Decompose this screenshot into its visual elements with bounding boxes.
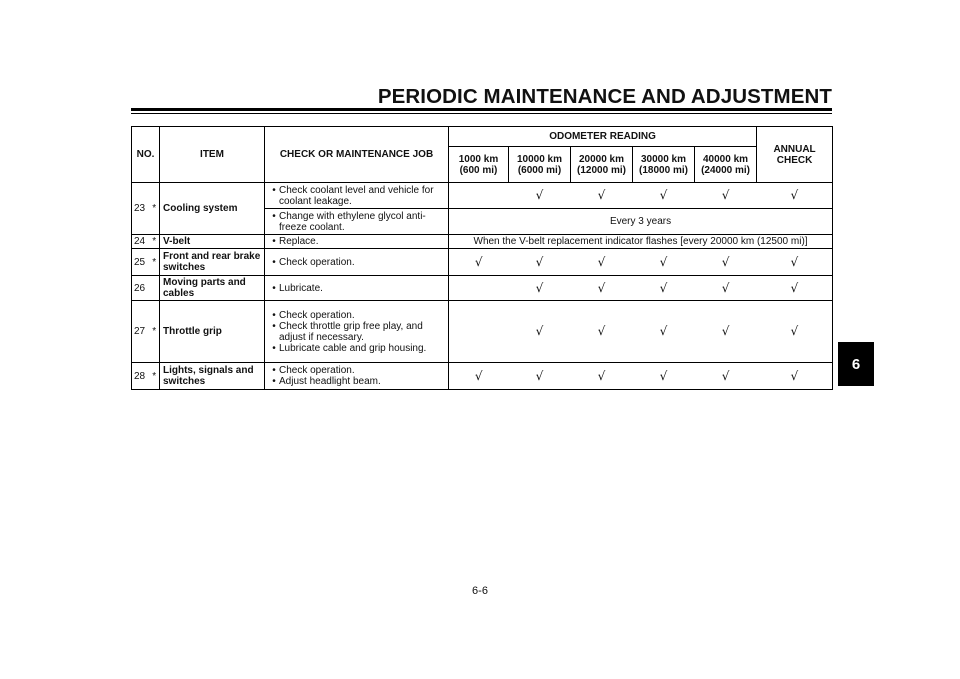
check-mark: √ [695,276,757,301]
row-number: 27 [132,301,150,363]
check-mark: √ [449,363,509,390]
check-mark: √ [695,183,757,209]
row-number: 28 [132,363,150,390]
check-mark: √ [571,249,633,276]
dealer-star: * [150,363,160,390]
check-mark: √ [571,183,633,209]
row-job: • Check operation. • Check throttle grip free play, and adjust if necessary. • Lubricate cable and grip housing. [265,301,449,363]
check-mark: √ [695,363,757,390]
row-number: 24 [132,235,150,249]
empty-cell [449,276,509,301]
check-mark: √ [509,183,571,209]
check-mark: √ [571,276,633,301]
row-item: Cooling system [160,183,265,235]
check-mark: √ [509,363,571,390]
row-item: Moving parts and cables [160,276,265,301]
page-title: PERIODIC MAINTENANCE AND ADJUSTMENT [377,85,832,108]
interval-note: When the V-belt replacement indicator flashes [every 20000 km (12500 mi)] [449,235,833,249]
check-mark: √ [633,276,695,301]
header-job: CHECK OR MAINTENANCE JOB [265,127,449,183]
check-mark: √ [757,183,833,209]
header-interval: 40000 km (24000 mi) [695,147,757,183]
table-row [132,235,833,249]
header-item: ITEM [160,127,265,183]
dealer-star [150,276,160,301]
check-mark: √ [571,363,633,390]
row-job: • Check coolant level and vehicle for coolant leakage. [265,183,449,209]
table-row [132,363,833,390]
row-job: • Check operation. [265,249,449,276]
header-annual-check: ANNUAL CHECK [757,127,833,183]
dealer-star: * [150,235,160,249]
maintenance-table [131,126,833,390]
check-mark: √ [633,183,695,209]
check-mark: √ [633,363,695,390]
check-mark: √ [449,249,509,276]
dealer-star: * [150,249,160,276]
check-mark: √ [509,249,571,276]
dealer-star: * [150,301,160,363]
check-mark: √ [695,249,757,276]
dealer-star: * [150,183,160,235]
check-mark: √ [509,301,571,363]
check-mark: √ [757,363,833,390]
row-item: Lights, signals and switches [160,363,265,390]
title-rule [131,108,832,111]
check-mark: √ [633,249,695,276]
interval-note: Every 3 years [449,209,833,235]
header-no: NO. [132,127,160,183]
empty-cell [449,183,509,209]
header-interval: 1000 km (600 mi) [449,147,509,183]
empty-cell [449,301,509,363]
row-number: 26 [132,276,150,301]
table-row [132,249,833,276]
row-number: 23 [132,183,150,235]
header-odometer: ODOMETER READING [449,127,757,147]
row-item: Throttle grip [160,301,265,363]
check-mark: √ [757,249,833,276]
check-mark: √ [509,276,571,301]
row-number: 25 [132,249,150,276]
header-interval: 20000 km (12000 mi) [571,147,633,183]
header-interval: 30000 km (18000 mi) [633,147,695,183]
header-interval: 10000 km (6000 mi) [509,147,571,183]
table-row [132,301,833,363]
row-job: • Replace. [265,235,449,249]
title-rule-thin [131,113,832,114]
check-mark: √ [633,301,695,363]
check-mark: √ [757,276,833,301]
row-job: • Check operation. • Adjust headlight beam. [265,363,449,390]
chapter-tab[interactable]: 6 [838,342,874,386]
table-row [132,183,833,209]
row-item: V-belt [160,235,265,249]
check-mark: √ [695,301,757,363]
check-mark: √ [571,301,633,363]
check-mark: √ [757,301,833,363]
row-job: • Lubricate. [265,276,449,301]
table-row [132,276,833,301]
row-item: Front and rear brake switches [160,249,265,276]
page-number: 6-6 [472,585,488,597]
row-job: • Change with ethylene glycol anti-freeze coolant. [265,209,449,235]
